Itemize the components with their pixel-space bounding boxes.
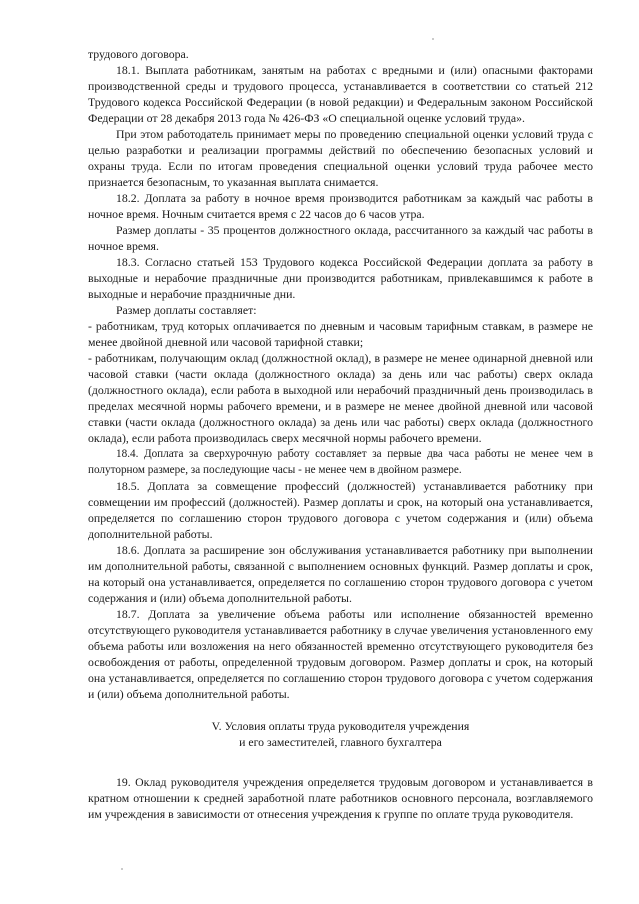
document-body (88, 46, 593, 822)
list-item-tariff-workers: - работникам, труд которых оплачивается по дневным и часовым тарифным ставкам, в размере не менее двойной дневной или часовой тарифной ставки; (88, 319, 593, 349)
paragraph-18-2: 18.2. Доплата за работу в ночное время производится работникам за каждый час работы в ночное время. Ночным считается время с 22 часов до 6 часов утра. (88, 191, 593, 221)
paragraph-18-5: 18.5. Доплата за совмещение профессий (должностей) устанавливается работнику при совмещении им профессий (должностей). Размер доплаты и срок, на который она устанавливается, определяется по соглашению сторон трудового договора с учетом содержания и (или) объема дополнительной работы. (88, 479, 593, 541)
paragraph-18-7: 18.7. Доплата за увеличение объема работы или исполнение обязанностей временно отсутствующего руководителя устанавливается работнику в случае увеличения установленного ему объема работы или возложения на него обязанностей временно отсутствующего руководителя без освобождения от работы, определенной трудовым договором. Размер доплаты и срок, на который она устанавливается, определяется по соглашению сторон трудового договора с учетом содержания и (или) объема дополнительной работы. (88, 607, 593, 701)
paragraph-18-6: 18.6. Доплата за расширение зон обслуживания устанавливается работнику при выполнении им дополнительной работы, связанной с выполнением основных функций. Размер доплаты и срок, на который она устанавливается, определяется по соглашению сторон трудового договора с учетом содержания и (или) объема дополнительной работы. (88, 543, 593, 605)
paragraph-special-assessment: При этом работодатель принимает меры по проведению специальной оценки условий труда с целью разработки и реализации программы действий по обеспечению безопасных условий и охраны труда. Если по итогам проведения специальной оценки условий труда рабочее место признается безопасным, то указанная выплата снимается. (88, 127, 593, 189)
section-heading-line-1: V. Условия оплаты труда руководителя учреждения (211, 719, 470, 733)
paragraph-night-pay-size: Размер доплаты - 35 процентов должностного оклада, рассчитанного за каждый час работы в ночное время. (88, 223, 593, 253)
section-heading-line-2: и его заместителей, главного бухгалтера (239, 735, 442, 749)
scan-speck (121, 868, 123, 870)
paragraph-18-1: 18.1. Выплата работникам, занятым на работах с вредными и (или) опасными факторами производственной среды и трудового процесса, устанавливается в соответствии со статьей 212 Трудового кодекса Российской Федерации (в новой редакции) и Федеральным законом Российской Федерации от 28 декабря 2013 года № 426-ФЗ «О специальной оценке условий труда». (88, 63, 593, 125)
list-item-salaried-workers: - работникам, получающим оклад (должностной оклад), в размере не менее одинарной дневной или часовой ставки (части оклада (должностного оклада) за день или час работы) сверх оклада (должностного оклада), если работа в выходной или нерабочий праздничный день производилась в пределах месячной нормы рабочего времени, и в размере не менее двойной дневной или часовой ставки (части оклада (должностного оклада) за день или час работы) сверх оклада (должностного оклада), если работа производилась сверх месячной нормы рабочего времени. (88, 351, 593, 445)
paragraph-19: 19. Оклад руководителя учреждения определяется трудовым договором и устанавливается в кратном отношении к средней заработной плате работников основного персонала, возглавляемого им учреждения в зависимости от отнесения учреждения к группе по оплате труда руководителя. (88, 775, 593, 821)
paragraph-continuation: трудового договора. (88, 47, 189, 61)
paragraph-pay-size-intro: Размер доплаты составляет: (116, 303, 257, 317)
section-heading (88, 718, 593, 750)
scan-speck (432, 38, 434, 40)
paragraph-18-4: 18.4. Доплата за сверхурочную работу составляет за первые два часа работы не менее чем в полуторном размере, за последующие часы - не менее чем в двойном размере. (88, 448, 593, 476)
paragraph-18-3: 18.3. Согласно статьей 153 Трудового кодекса Российской Федерации доплата за работу в выходные и нерабочие праздничные дни производится работникам, привлекавшимся к работе в выходные и нерабочие праздничные дни. (88, 255, 593, 301)
